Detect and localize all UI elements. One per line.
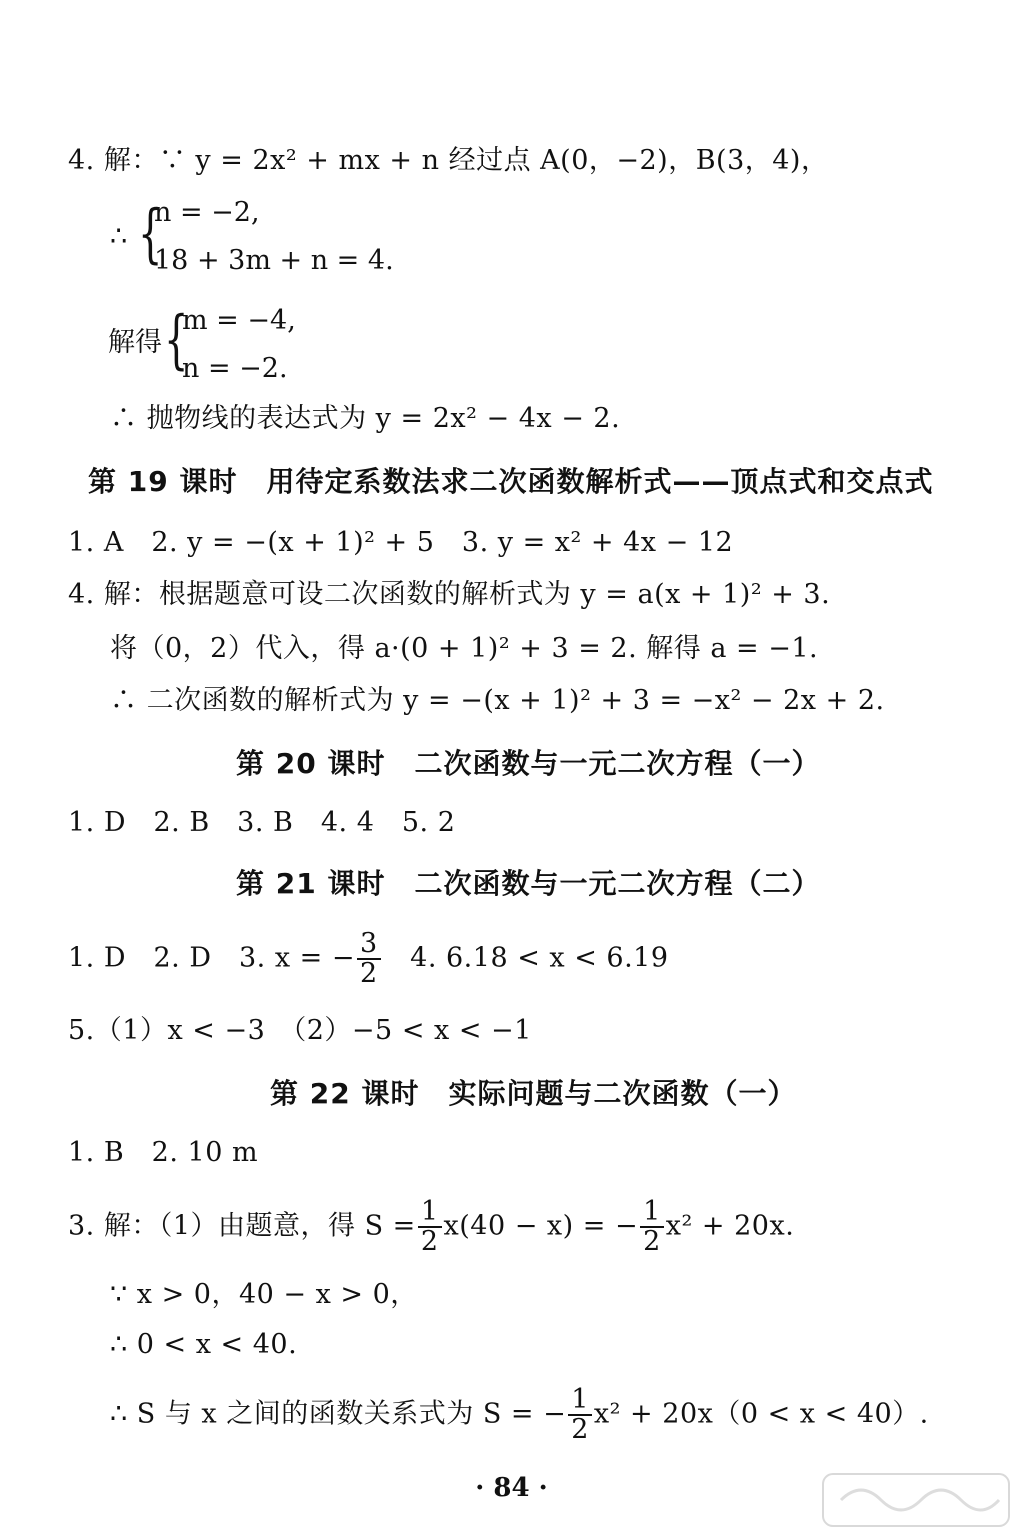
section-heading-22: 第 22 课时 实际问题与二次函数（一） — [270, 1077, 797, 1110]
fraction-numerator: 3 — [357, 930, 381, 960]
section-heading-19: 第 19 课时 用待定系数法求二次函数解析式——顶点式和交点式 — [88, 465, 934, 498]
fraction-one-half — [568, 1386, 592, 1444]
answers-22-line5 — [110, 1386, 929, 1444]
answers-21-part-b: 4. 6.18 < x < 6.19 — [382, 942, 669, 974]
left-brace-icon: { — [138, 197, 163, 271]
answers-22-part-b: x(40 − x) = − — [443, 1210, 639, 1242]
fraction-denominator: 2 — [359, 958, 378, 989]
fraction-numerator: 1 — [418, 1198, 442, 1228]
answers-22-line3: ∵ x > 0，40 − x > 0， — [110, 1279, 418, 1310]
solution-4-line1: 4. 解：∵ y = 2x² + mx + n 经过点 A(0，−2)，B(3，4)， — [68, 145, 829, 176]
answers-22-part-a: 3. 解：（1）由题意，得 S = — [68, 1210, 416, 1242]
solve-label: 解得 — [108, 327, 162, 358]
answers-22-line4: ∴ 0 < x < 40. — [110, 1329, 298, 1360]
answers-21-line1 — [68, 930, 669, 988]
answers-20-line1: 1. D 2. B 3. B 4. 4 5. 2 — [68, 807, 456, 838]
system-given — [110, 196, 430, 286]
system-solution — [108, 304, 428, 394]
solution-eq-2: n = −2. — [182, 353, 288, 384]
left-brace-icon: { — [164, 303, 189, 377]
watermark-logo-icon — [821, 1470, 1011, 1530]
watermark-logo — [821, 1470, 1011, 1530]
parabola-expression: ∴ 抛物线的表达式为 y = 2x² − 4x − 2. — [110, 403, 621, 434]
fraction-three-halves — [357, 930, 381, 988]
fraction-one-half — [640, 1198, 664, 1256]
answers-19-line3: 将（0，2）代入，得 a·(0 + 1)² + 3 = 2. 解得 a = −1. — [110, 633, 819, 664]
answers-22-part-c: x² + 20x. — [665, 1210, 795, 1242]
fraction-denominator: 2 — [571, 1414, 589, 1445]
page-number: · 84 · — [475, 1473, 548, 1503]
answers-19-line4: ∴ 二次函数的解析式为 y = −(x + 1)² + 3 = −x² − 2x + 2. — [110, 685, 885, 716]
answers-21-line2: 5.（1）x < −3 （2）−5 < x < −1 — [68, 1015, 532, 1046]
answers-19-line2: 4. 解：根据题意可设二次函数的解析式为 y = a(x + 1)² + 3. — [68, 579, 831, 610]
answers-22-line1: 1. B 2. 10 m — [68, 1137, 259, 1168]
fraction-numerator: 1 — [568, 1386, 592, 1416]
solution-eq-1: m = −4, — [182, 305, 296, 336]
therefore-symbol: ∴ — [110, 221, 128, 252]
fraction-denominator: 2 — [420, 1226, 439, 1257]
section-heading-20: 第 20 课时 二次函数与一元二次方程（一） — [236, 747, 821, 780]
answers-19-line1: 1. A 2. y = −(x + 1)² + 5 3. y = x² + 4x − 12 — [68, 527, 734, 558]
answers-21-part-a: 1. D 2. D 3. x = − — [68, 942, 355, 974]
fraction-denominator: 2 — [643, 1226, 661, 1257]
section-heading-21: 第 21 课时 二次函数与一元二次方程（二） — [236, 867, 821, 900]
fraction-numerator: 1 — [640, 1198, 664, 1228]
system-eq-2: 18 + 3m + n = 4. — [154, 245, 394, 276]
fraction-one-half — [418, 1198, 442, 1256]
system-eq-1: n = −2, — [154, 197, 260, 228]
answers-22-5-part-b: x² + 20x（0 < x < 40）. — [593, 1398, 929, 1430]
answers-22-line2 — [68, 1198, 794, 1256]
answers-22-5-part-a: ∴ S 与 x 之间的函数关系式为 S = − — [110, 1398, 567, 1430]
